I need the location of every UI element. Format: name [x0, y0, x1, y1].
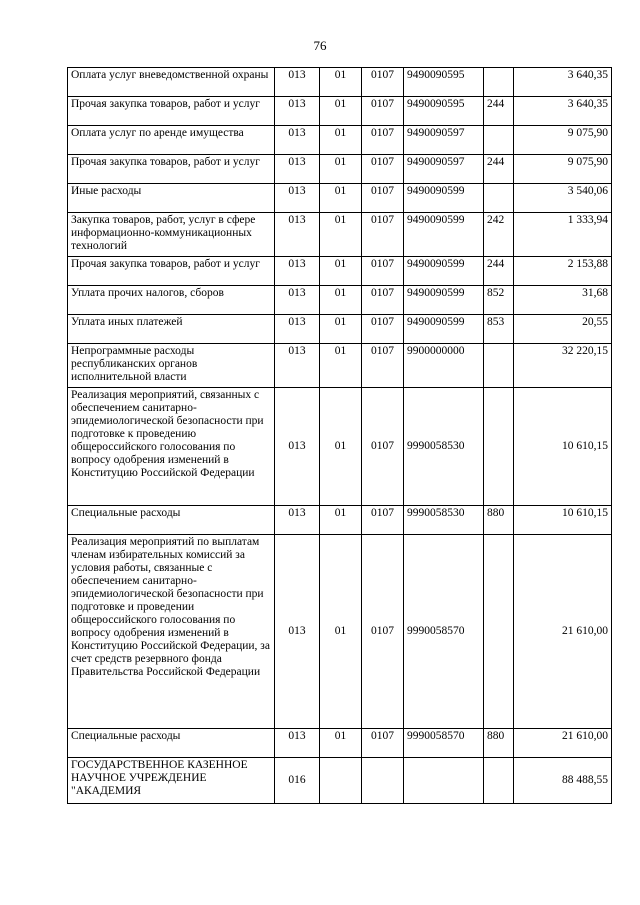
- row-csr: 9990058570: [404, 535, 484, 729]
- row-rz: 01: [320, 68, 362, 97]
- row-name: Оплата услуг вневедомственной охраны: [68, 68, 275, 97]
- table-row: [68, 506, 612, 535]
- row-pr: 0107: [362, 213, 404, 257]
- row-sum: 88 488,55: [514, 758, 612, 804]
- row-ved: 013: [275, 315, 320, 344]
- row-pr: 0107: [362, 315, 404, 344]
- row-vr: [484, 758, 514, 804]
- row-sum: 10 610,15: [514, 506, 612, 535]
- row-rz: 01: [320, 535, 362, 729]
- row-ved: 013: [275, 535, 320, 729]
- row-csr: 9490090599: [404, 257, 484, 286]
- row-vr: 853: [484, 315, 514, 344]
- row-csr: 9490090599: [404, 213, 484, 257]
- row-rz: 01: [320, 213, 362, 257]
- row-pr: 0107: [362, 729, 404, 758]
- row-rz: 01: [320, 286, 362, 315]
- table-row: [68, 213, 612, 257]
- row-csr: [404, 758, 484, 804]
- row-sum: 21 610,00: [514, 729, 612, 758]
- row-rz: 01: [320, 315, 362, 344]
- row-pr: 0107: [362, 535, 404, 729]
- budget-table: [67, 67, 612, 804]
- row-sum: 3 640,35: [514, 97, 612, 126]
- row-ved: 013: [275, 97, 320, 126]
- row-ved: 013: [275, 388, 320, 506]
- row-pr: 0107: [362, 184, 404, 213]
- row-pr: 0107: [362, 126, 404, 155]
- row-vr: 880: [484, 729, 514, 758]
- row-pr: 0107: [362, 286, 404, 315]
- row-rz: 01: [320, 388, 362, 506]
- row-rz: 01: [320, 257, 362, 286]
- table-row: [68, 155, 612, 184]
- row-vr: [484, 535, 514, 729]
- table-row: [68, 729, 612, 758]
- row-name: Непрограммные расходы республиканских органов исполнительной власти: [68, 344, 275, 388]
- row-name: ГОСУДАРСТВЕННОЕ КАЗЕННОЕ НАУЧНОЕ УЧРЕЖДЕНИЕ "АКАДЕМИЯ: [68, 758, 275, 804]
- row-csr: 9490090599: [404, 184, 484, 213]
- row-ved: 013: [275, 286, 320, 315]
- row-sum: 10 610,15: [514, 388, 612, 506]
- row-ved: 016: [275, 758, 320, 804]
- row-ved: 013: [275, 155, 320, 184]
- row-rz: [320, 758, 362, 804]
- row-rz: 01: [320, 97, 362, 126]
- row-pr: [362, 758, 404, 804]
- row-rz: 01: [320, 126, 362, 155]
- row-sum: 2 153,88: [514, 257, 612, 286]
- row-pr: 0107: [362, 344, 404, 388]
- row-vr: 852: [484, 286, 514, 315]
- row-sum: 3 540,06: [514, 184, 612, 213]
- row-rz: 01: [320, 506, 362, 535]
- row-vr: [484, 126, 514, 155]
- row-vr: 880: [484, 506, 514, 535]
- row-vr: [484, 344, 514, 388]
- table-row: [68, 315, 612, 344]
- row-csr: 9490090599: [404, 286, 484, 315]
- row-ved: 013: [275, 506, 320, 535]
- row-ved: 013: [275, 257, 320, 286]
- row-name: Прочая закупка товаров, работ и услуг: [68, 97, 275, 126]
- table-row: [68, 286, 612, 315]
- table-row: [68, 68, 612, 97]
- row-sum: 1 333,94: [514, 213, 612, 257]
- table-row: [68, 344, 612, 388]
- row-sum: 3 640,35: [514, 68, 612, 97]
- row-vr: [484, 68, 514, 97]
- row-rz: 01: [320, 729, 362, 758]
- row-pr: 0107: [362, 68, 404, 97]
- table-row: [68, 535, 612, 729]
- row-vr: 244: [484, 257, 514, 286]
- row-vr: [484, 184, 514, 213]
- row-sum: 31,68: [514, 286, 612, 315]
- row-name: Специальные расходы: [68, 729, 275, 758]
- row-name: Реализация мероприятий, связанных с обеспечением санитарно-эпидемиологической безопасности при подготовке к проведению общероссийского голосования по вопросу одобрения изменений в Конституцию Российской Федерации: [68, 388, 275, 506]
- row-sum: 32 220,15: [514, 344, 612, 388]
- row-ved: 013: [275, 68, 320, 97]
- table-row: [68, 257, 612, 286]
- page-number: 76: [313, 38, 327, 53]
- row-ved: 013: [275, 729, 320, 758]
- row-csr: 9990058530: [404, 506, 484, 535]
- row-sum: 9 075,90: [514, 126, 612, 155]
- table-row: [68, 97, 612, 126]
- row-name: Уплата прочих налогов, сборов: [68, 286, 275, 315]
- row-rz: 01: [320, 344, 362, 388]
- row-sum: 21 610,00: [514, 535, 612, 729]
- row-ved: 013: [275, 184, 320, 213]
- row-sum: 9 075,90: [514, 155, 612, 184]
- row-csr: 9490090597: [404, 155, 484, 184]
- row-pr: 0107: [362, 388, 404, 506]
- table-row: [68, 388, 612, 506]
- row-rz: 01: [320, 155, 362, 184]
- row-name: Специальные расходы: [68, 506, 275, 535]
- table-row: [68, 126, 612, 155]
- row-csr: 9490090599: [404, 315, 484, 344]
- row-vr: 244: [484, 155, 514, 184]
- row-ved: 013: [275, 344, 320, 388]
- row-name: Закупка товаров, работ, услуг в сфере информационно-коммуникационных технологий: [68, 213, 275, 257]
- row-pr: 0107: [362, 257, 404, 286]
- row-sum: 20,55: [514, 315, 612, 344]
- row-ved: 013: [275, 126, 320, 155]
- row-pr: 0107: [362, 97, 404, 126]
- row-name: Уплата иных платежей: [68, 315, 275, 344]
- row-name: Оплата услуг по аренде имущества: [68, 126, 275, 155]
- row-vr: 242: [484, 213, 514, 257]
- row-csr: 9490090595: [404, 68, 484, 97]
- row-name: Иные расходы: [68, 184, 275, 213]
- row-ved: 013: [275, 213, 320, 257]
- row-csr: 9990058570: [404, 729, 484, 758]
- row-csr: 9990058530: [404, 388, 484, 506]
- row-name: Реализация мероприятий по выплатам членам избирательных комиссий за условия работы, связанные с обеспечением санитарно-эпидемиологической безопасности при подготовке и проведении общероссийского голосования по вопросу одобрения изменений в Конституцию Российской Федерации, за счет средств резервного фонда Правительства Российской Федерации: [68, 535, 275, 729]
- row-csr: 9490090597: [404, 126, 484, 155]
- row-name: Прочая закупка товаров, работ и услуг: [68, 257, 275, 286]
- table-row: [68, 184, 612, 213]
- row-vr: [484, 388, 514, 506]
- row-csr: 9490090595: [404, 97, 484, 126]
- row-name: Прочая закупка товаров, работ и услуг: [68, 155, 275, 184]
- table-row: [68, 758, 612, 804]
- row-csr: 9900000000: [404, 344, 484, 388]
- row-pr: 0107: [362, 506, 404, 535]
- row-pr: 0107: [362, 155, 404, 184]
- row-rz: 01: [320, 184, 362, 213]
- row-vr: 244: [484, 97, 514, 126]
